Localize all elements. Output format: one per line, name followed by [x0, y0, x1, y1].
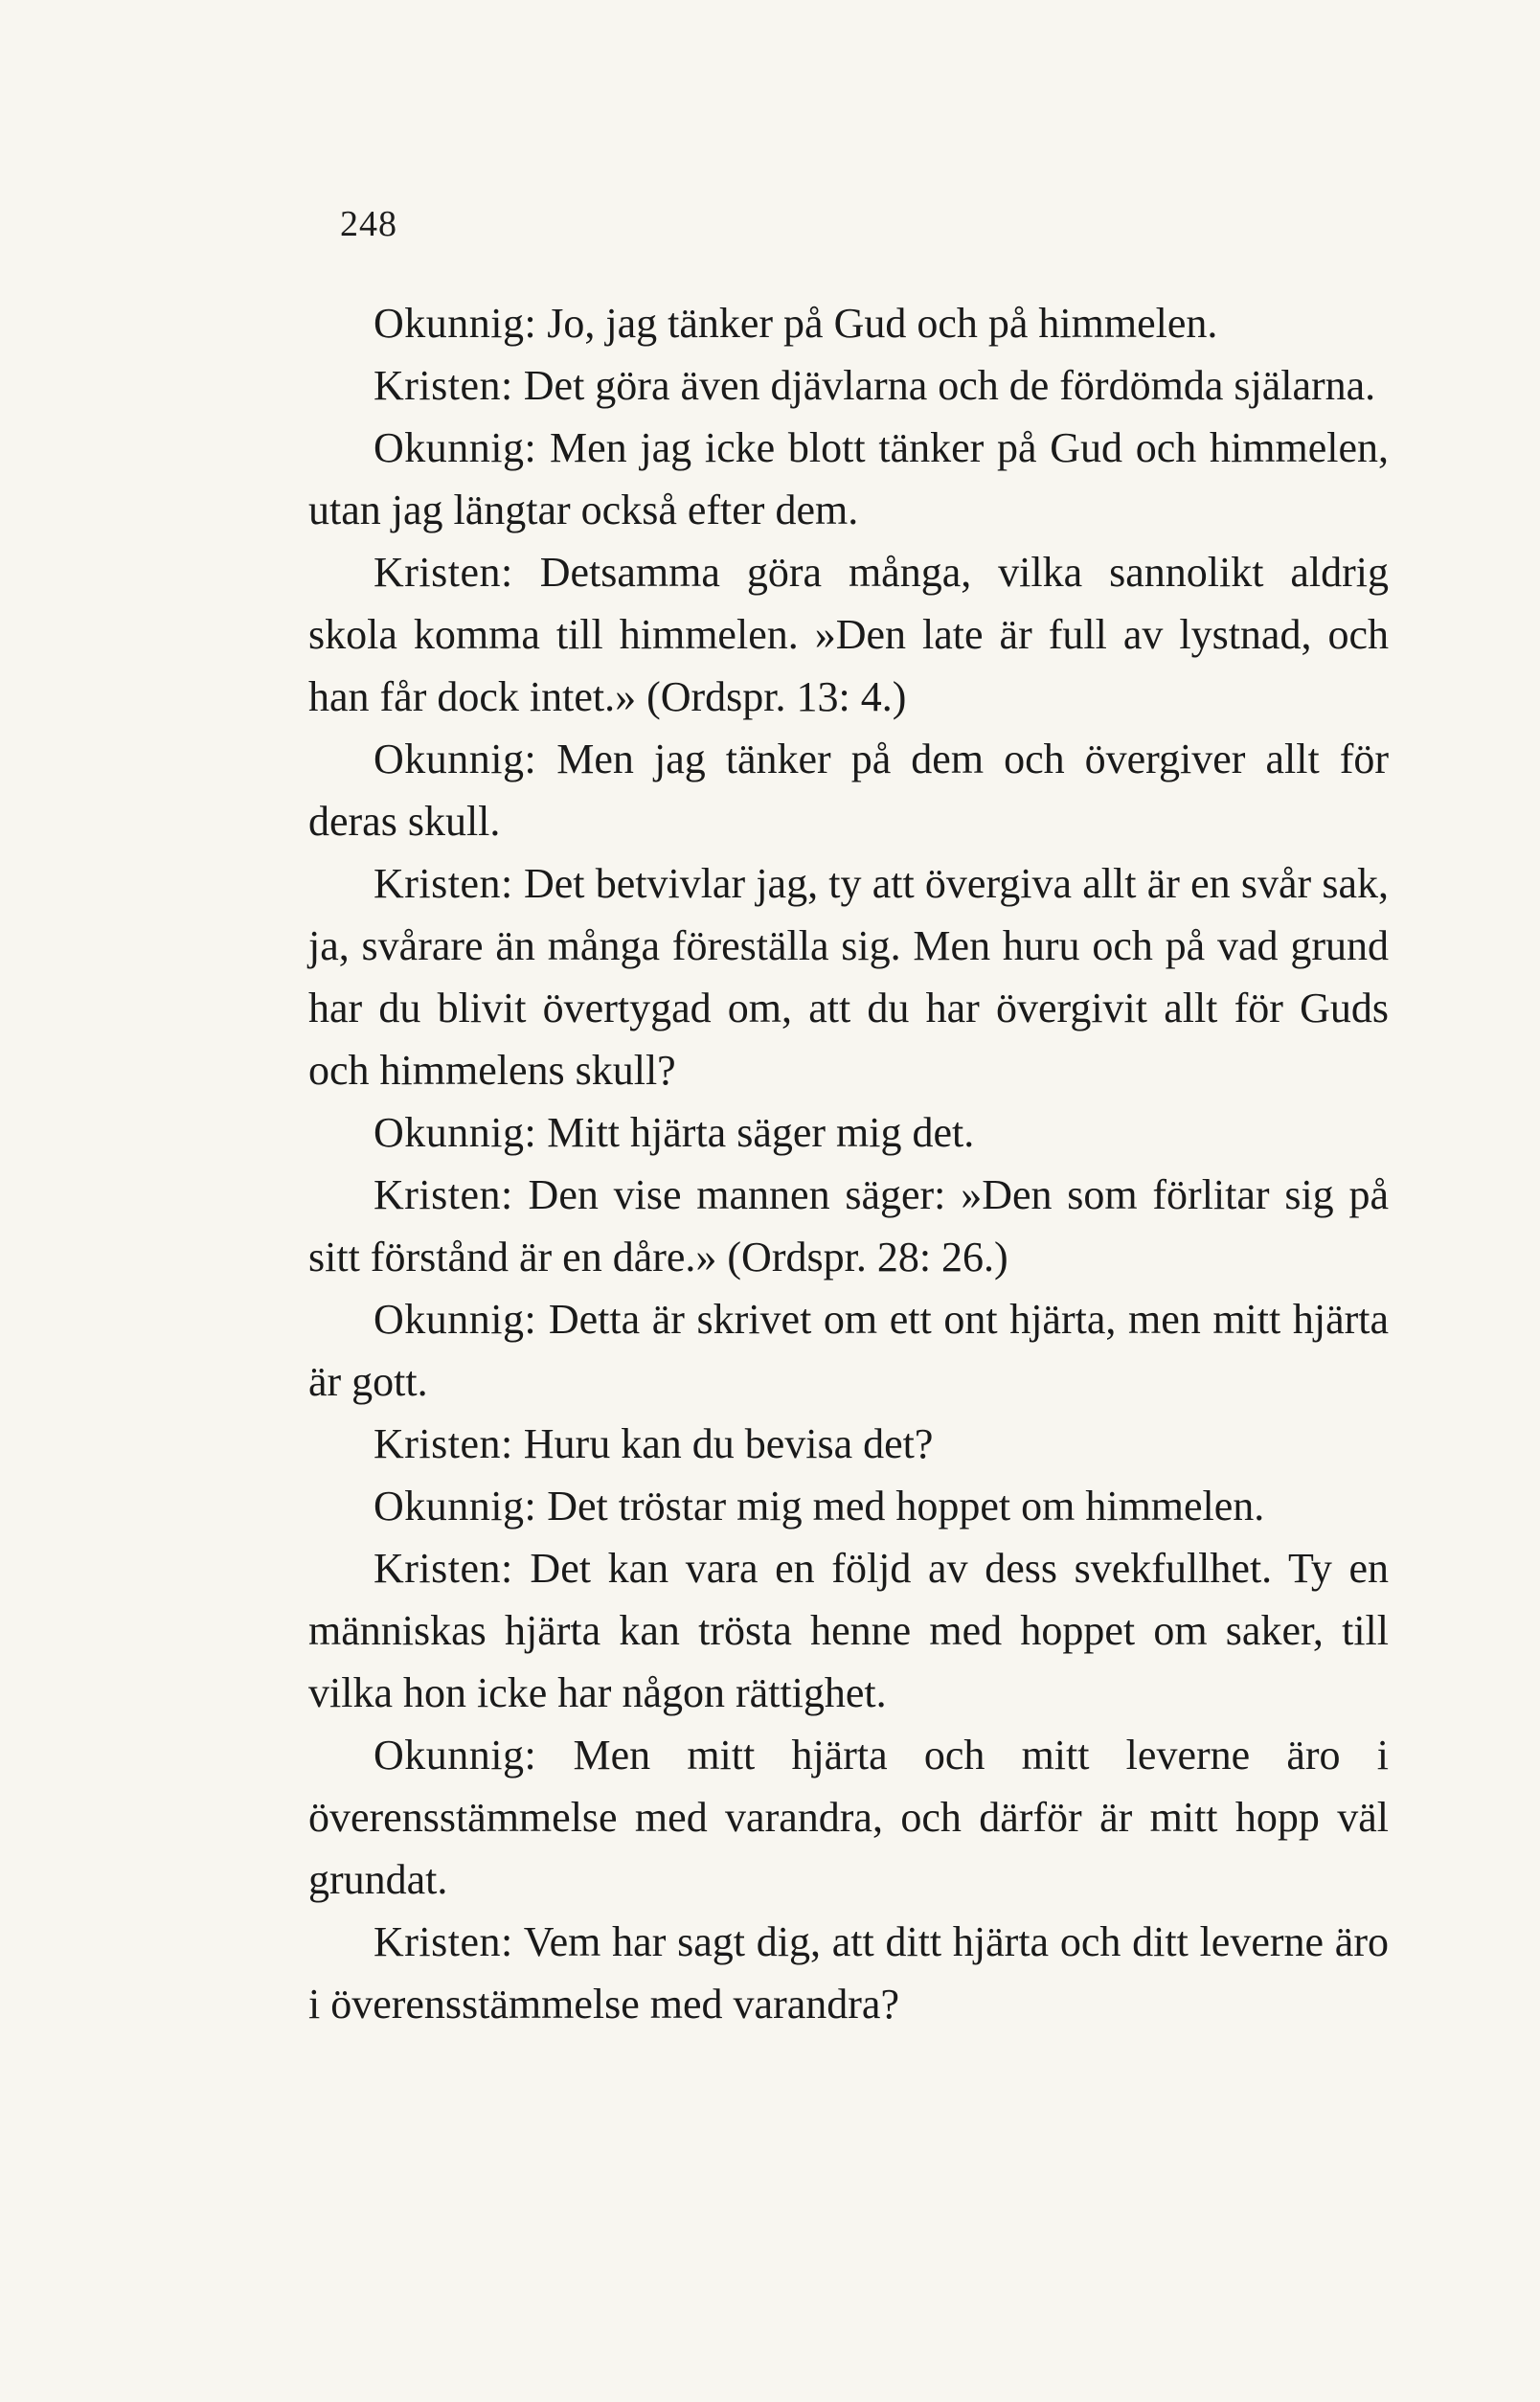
dialogue-paragraph — [308, 1101, 1389, 1164]
paragraph-text: Det betvivlar jag, ty att övergiva allt är en svår sak, ja, svårare än många föreställa sig. Men huru och på vad grund har du blivit övertygad om, att du har övergivit allt för Guds och himmelens skull? — [308, 860, 1389, 1094]
speaker-label: Kristen: — [374, 860, 513, 907]
speaker-label: Okunnig: — [374, 1732, 537, 1779]
paragraph-text: Detta är skrivet om ett ont hjärta, men mitt hjärta är gott. — [308, 1296, 1390, 1405]
dialogue-paragraph — [308, 1911, 1389, 2035]
speaker-label: Okunnig: — [374, 1483, 537, 1530]
paragraph-text: Men jag icke blott tänker på Gud och himmelen, utan jag längtar också efter dem. — [308, 424, 1390, 533]
paragraph-text: Men jag tänker på dem och övergiver allt för deras skull. — [308, 736, 1390, 845]
dialogue-paragraph — [308, 852, 1389, 1101]
dialogue-paragraph — [308, 1164, 1389, 1288]
dialogue-paragraph — [308, 417, 1389, 541]
speaker-label: Okunnig: — [374, 1296, 537, 1343]
dialogue-text — [308, 292, 1389, 2035]
speaker-label: Kristen: — [374, 362, 513, 409]
dialogue-paragraph — [308, 541, 1389, 728]
dialogue-paragraph — [308, 1724, 1389, 1911]
paragraph-text: Det göra även djävlarna och de fördömda själarna. — [523, 362, 1376, 409]
speaker-label: Okunnig: — [374, 1109, 537, 1156]
paragraph-text: Men mitt hjärta och mitt leverne äro i överensstämmelse med varandra, och därför är mitt hopp väl grundat. — [308, 1732, 1389, 1903]
paragraph-text: Det tröstar mig med hoppet om himmelen. — [547, 1483, 1265, 1530]
speaker-label: Kristen: — [374, 1545, 513, 1592]
paragraph-text: Det kan vara en följd av dess svekfullhet. Ty en människas hjärta kan trösta henne med hoppet om saker, till vilka hon icke har någon rättighet. — [308, 1545, 1389, 1716]
speaker-label: Kristen: — [374, 1171, 513, 1218]
speaker-label: Kristen: — [374, 549, 513, 596]
speaker-label: Okunnig: — [374, 300, 537, 347]
paragraph-text: Den vise mannen säger: »Den som förlitar sig på sitt förstånd är en dåre.» (Ordspr. 28: 26.) — [308, 1171, 1389, 1280]
speaker-label: Kristen: — [374, 1420, 513, 1467]
speaker-label: Okunnig: — [374, 424, 537, 471]
paragraph-text: Detsamma göra många, vilka sannolikt aldrig skola komma till himmelen. »Den late är full av lystnad, och han får dock intet.» (Ordspr. 13: 4.) — [308, 549, 1390, 720]
dialogue-paragraph — [308, 1537, 1389, 1724]
dialogue-paragraph — [308, 292, 1389, 354]
paragraph-text: Huru kan du bevisa det? — [523, 1420, 934, 1467]
page-number: 248 — [340, 204, 397, 244]
paragraph-text: Jo, jag tänker på Gud och på himmelen. — [547, 300, 1218, 347]
dialogue-paragraph — [308, 728, 1389, 852]
speaker-label: Okunnig: — [374, 736, 537, 782]
dialogue-paragraph — [308, 354, 1389, 417]
dialogue-paragraph — [308, 1288, 1389, 1413]
speaker-label: Kristen: — [374, 1918, 513, 1965]
paragraph-text: Mitt hjärta säger mig det. — [547, 1109, 975, 1156]
dialogue-paragraph — [308, 1475, 1389, 1537]
dialogue-paragraph — [308, 1413, 1389, 1475]
paragraph-text: Vem har sagt dig, att ditt hjärta och ditt leverne äro i överensstämmelse med varandra? — [308, 1918, 1389, 2028]
